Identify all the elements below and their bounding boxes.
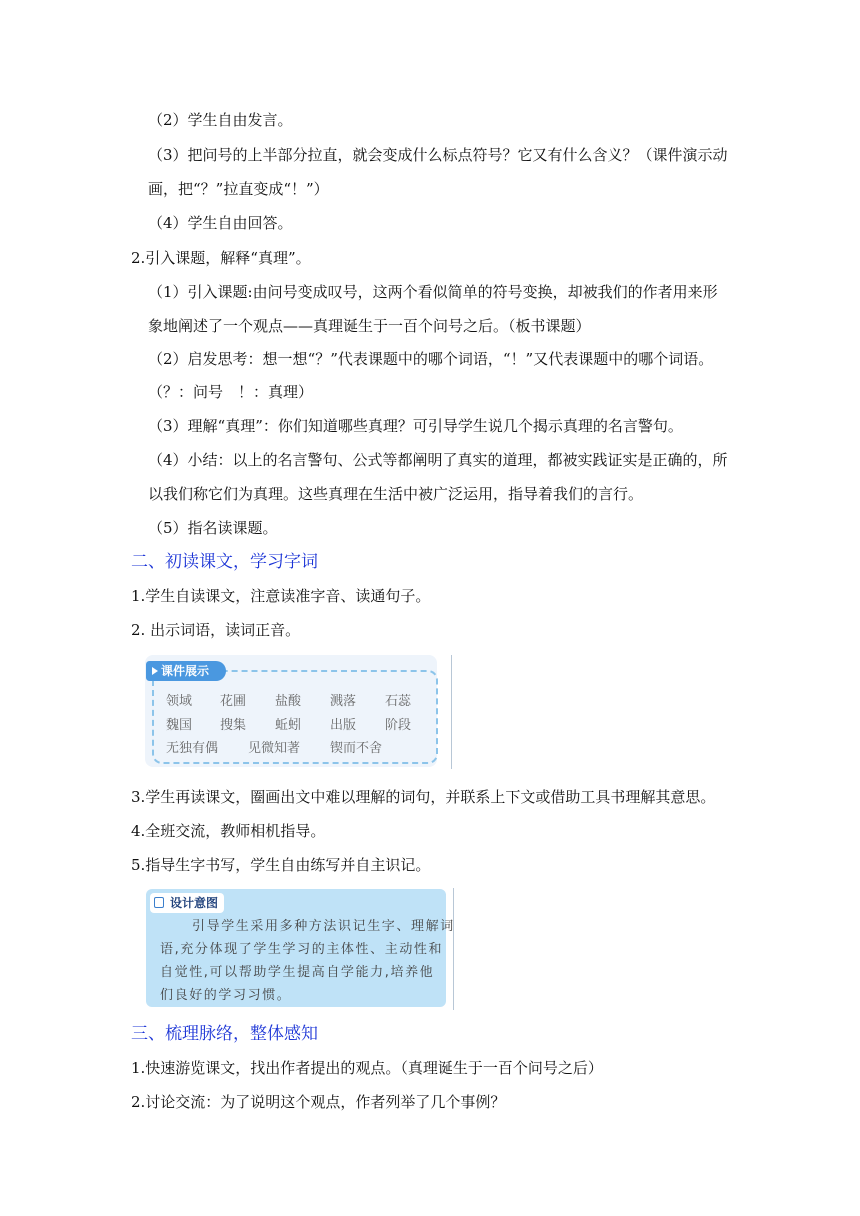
paragraph-line: （1）引入课题:由问号变成叹号，这两个看似简单的符号变换，却被我们的作者用来形 xyxy=(148,283,718,301)
vocab-word: 出版 xyxy=(330,718,357,733)
paragraph-line: （2）学生自由发言。 xyxy=(148,111,293,129)
vocab-word: 阶段 xyxy=(385,718,412,733)
design-intent-line: 语,充分体现了学生学习的主体性、主动性和 xyxy=(160,942,444,957)
paragraph-line: （3）理解“真理”：你们知道哪些真理？可引导学生说几个揭示真理的名言警句。 xyxy=(148,417,683,435)
divider xyxy=(451,655,452,769)
design-intent-line: 们良好的学习习惯。 xyxy=(160,988,292,1003)
paragraph-line: （5）指名读课题。 xyxy=(148,519,278,537)
play-triangle-icon xyxy=(152,667,158,675)
paragraph-line: 2. 出示词语，读词正音。 xyxy=(131,621,301,639)
vocab-word: 花圃 xyxy=(220,694,247,709)
paragraph-line: 5.指导生字书写，学生自由练写并自主识记。 xyxy=(131,856,431,874)
vocab-tab xyxy=(146,661,226,681)
paragraph-line: 1.学生自读课文，注意读准字音、读通句子。 xyxy=(131,587,431,605)
paragraph-line: （3）把问号的上半部分拉直，就会变成什么标点符号？它又有什么含义？（课件演示动 xyxy=(148,146,728,164)
vocab-word: 领域 xyxy=(166,694,193,709)
paragraph-line: （2）启发思考：想一想“？”代表课题中的哪个词语，“！”又代表课题中的哪个词语。 xyxy=(148,350,714,368)
vocab-tab-label: 课件展示 xyxy=(161,664,210,678)
section-heading: 二、初读课文，学习字词 xyxy=(131,552,318,572)
vocab-word: 搜集 xyxy=(220,718,247,733)
paragraph-line: 3.学生再读课文，圈画出文中难以理解的词句，并联系上下文或借助工具书理解其意思。 xyxy=(131,788,716,806)
design-intent-line: 引导学生采用多种方法识记生字、理解词 xyxy=(192,919,455,934)
paragraph-line: （4）小结：以上的名言警句、公式等都阐明了真实的道理，都被实践证实是正确的，所 xyxy=(148,451,728,469)
paragraph-line: 2.引入课题，解释“真理”。 xyxy=(131,249,311,267)
paragraph-line: 以我们称它们为真理。这些真理在生活中被广泛运用，指导着我们的言行。 xyxy=(148,485,644,503)
vocab-word: 石蕊 xyxy=(385,694,412,709)
vocab-word: 锲而不舍 xyxy=(330,741,383,756)
vocab-word: 溅落 xyxy=(330,694,357,709)
paragraph-line: 2.讨论交流：为了说明这个观点，作者列举了几个事例？ xyxy=(131,1093,506,1111)
vocab-word: 魏国 xyxy=(166,718,193,733)
vocab-word: 盐酸 xyxy=(275,694,302,709)
section-heading: 三、梳理脉络，整体感知 xyxy=(131,1024,318,1044)
paragraph-line: 4.全班交流，教师相机指导。 xyxy=(131,822,326,840)
design-intent-line: 自觉性,可以帮助学生提高自学能力,培养他 xyxy=(160,965,435,980)
paragraph-line: （？：问号 ！：真理） xyxy=(148,383,314,401)
divider xyxy=(453,888,454,1010)
paragraph-line: 象地阐述了一个观点——真理诞生于一百个问号之后。（板书课题） xyxy=(148,317,591,335)
clipboard-icon xyxy=(154,897,164,908)
design-intent-label: 设计意图 xyxy=(170,896,219,910)
paragraph-line: 1.快速游览课文，找出作者提出的观点。（真理诞生于一百个问号之后） xyxy=(131,1059,603,1077)
paragraph-line: 画，把“？”拉直变成“！”） xyxy=(148,180,329,198)
paragraph-line: （4）学生自由回答。 xyxy=(148,214,293,232)
vocab-word: 见微知著 xyxy=(248,741,301,756)
vocab-word: 蚯蚓 xyxy=(275,718,302,733)
vocab-word: 无独有偶 xyxy=(166,741,219,756)
